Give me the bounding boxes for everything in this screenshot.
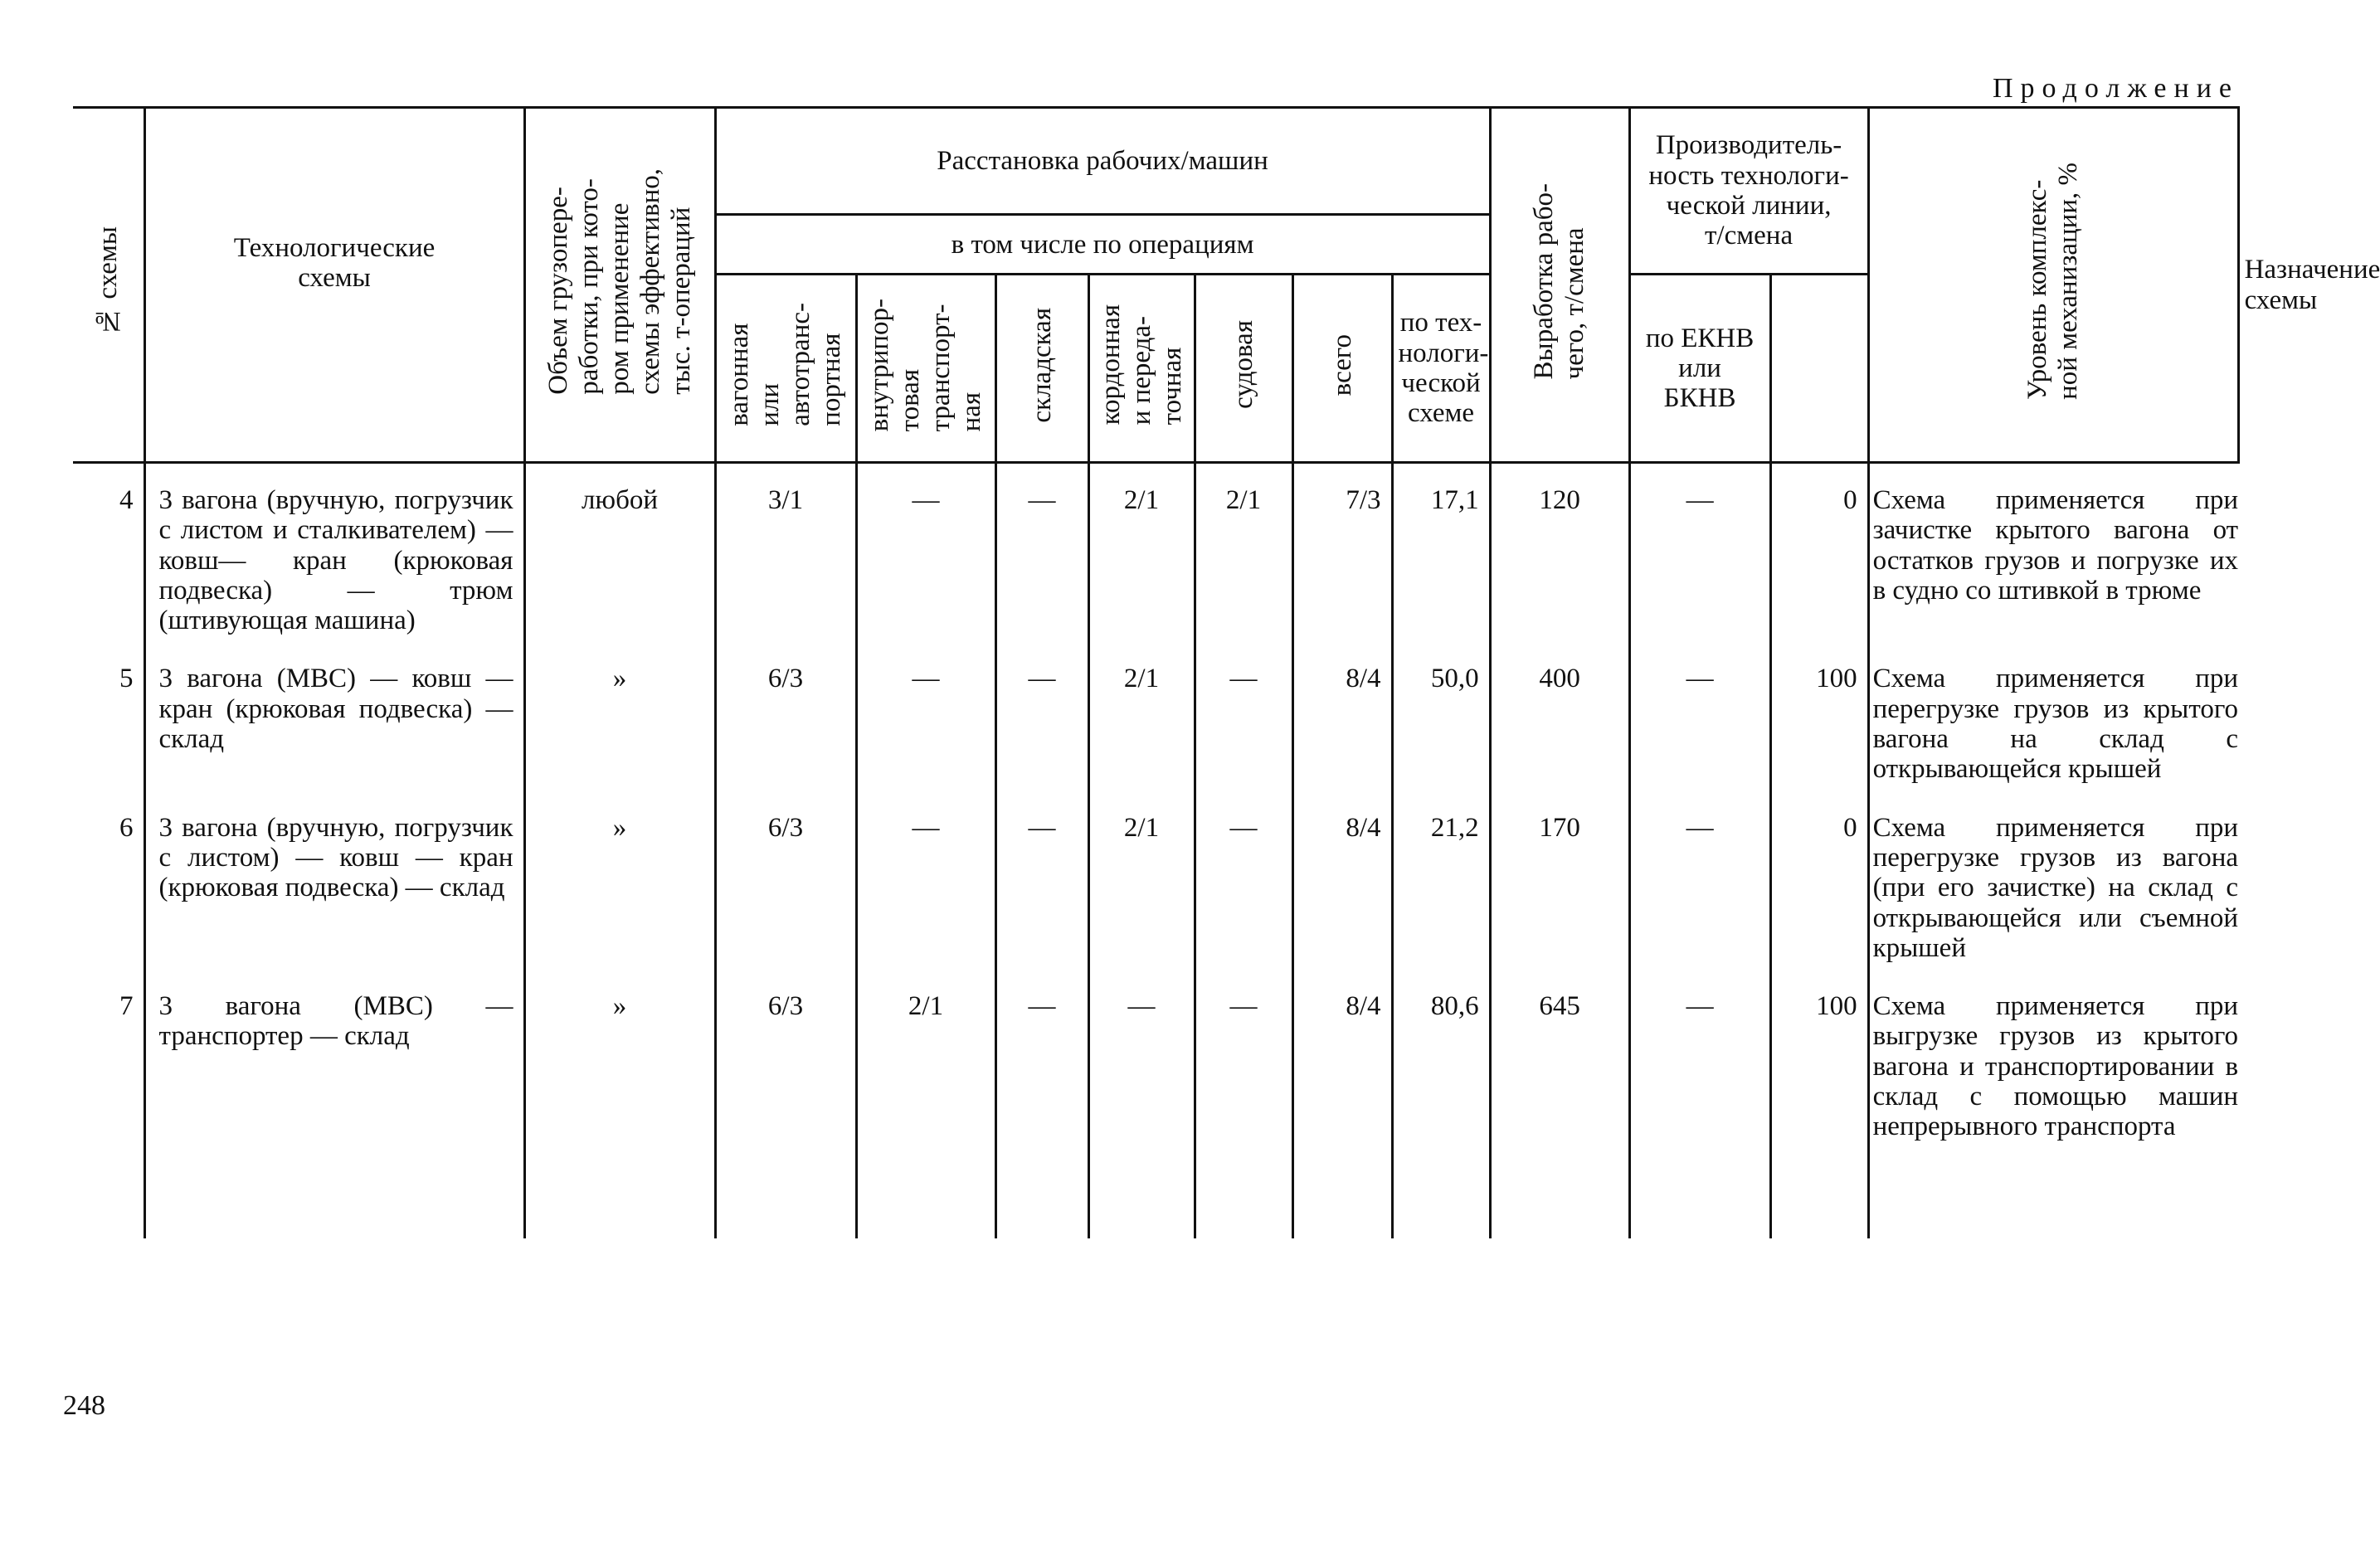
header-by-scheme: по тех- нологи- ческой схеме: [1392, 275, 1490, 463]
table-header: № схемы Технологические схемы Объем грузопере- работки, при кото- ром применение схемы эффективно, тыс. т-операций Расстановка рабочих/машин Выработка рабо- чего, т/смена Производитель- ность технологи- ческой линии, т/смена Уровень комплекс- ной механизации, % Назначение схемы в том числе по операциям вагонная или автотранс- портная внутрипор- товая транспорт- ная складская кордонная и переда- точная судовая всего по тех- нологи- ческой схеме по ЕКНВ или БКНВ: [73, 108, 2238, 463]
cell-prod-eknv: —: [1629, 791, 1770, 970]
cell-total: 7/3: [1292, 464, 1392, 642]
header-op-ship: судовая: [1195, 275, 1292, 463]
cell-wagon: 6/3: [715, 791, 856, 970]
cell-output: 21,2: [1392, 791, 1490, 970]
header-op-wagon: вагонная или автотранс- портная: [715, 275, 856, 463]
cell-mechanization: 100: [1770, 970, 1868, 1238]
cell-mechanization: 100: [1770, 642, 1868, 790]
cell-purpose: Схема применяется при перегрузке грузов из крытого вагона на склад с открывающейся крышей: [1868, 642, 2238, 790]
technological-schemes-table: [73, 106, 2380, 1238]
cell-purpose: Схема применяется при выгрузке грузов из крытого вагона и транспортировании в склад с помощью машин непрерывного транспорта: [1868, 970, 2238, 1238]
cell-ship: —: [1195, 642, 1292, 790]
cell-cordon: 2/1: [1088, 791, 1195, 970]
cell-prod-scheme: 170: [1490, 791, 1629, 970]
cell-volume: »: [524, 791, 715, 970]
cell-prod-eknv: —: [1629, 970, 1770, 1238]
table-body: [73, 463, 2238, 1239]
cell-wagon: 6/3: [715, 970, 856, 1238]
header-scheme-no: № схемы: [73, 108, 144, 463]
cell-total: 8/4: [1292, 970, 1392, 1238]
cell-prod-scheme: 645: [1490, 970, 1629, 1238]
header-output: Выработка рабо- чего, т/смена: [1490, 108, 1629, 463]
cell-mechanization: 0: [1770, 464, 1868, 642]
cell-ship: —: [1195, 791, 1292, 970]
cell-volume: »: [524, 970, 715, 1238]
cell-warehouse: —: [995, 464, 1088, 642]
cell-no: 7: [73, 970, 144, 1238]
cell-wagon: 3/1: [715, 464, 856, 642]
cell-scheme: 3 вагона (МВС) — транспортер — склад: [144, 970, 524, 1238]
header-volume: Объем грузопере- работки, при кото- ром применение схемы эффективно, тыс. т-операций: [524, 108, 715, 463]
cell-internal: —: [856, 642, 995, 790]
cell-purpose: Схема применяется при перегрузке грузов из вагона (при его зачистке) на склад с открывающейся или съемной крышей: [1868, 791, 2238, 970]
table-row: [73, 970, 2238, 1238]
cell-cordon: 2/1: [1088, 464, 1195, 642]
cell-output: 17,1: [1392, 464, 1490, 642]
header-op-cordon: кордонная и переда- точная: [1088, 275, 1195, 463]
cell-cordon: —: [1088, 970, 1195, 1238]
cell-total: 8/4: [1292, 791, 1392, 970]
cell-warehouse: —: [995, 970, 1088, 1238]
cell-internal: —: [856, 464, 995, 642]
schemes-table-wrapper: [73, 106, 2380, 1238]
header-productivity: Производитель- ность технологи- ческой линии, т/смена: [1629, 108, 1868, 275]
header-by-eknv: по ЕКНВ или БКНВ: [1629, 275, 1770, 463]
cell-warehouse: —: [995, 791, 1088, 970]
cell-output: 80,6: [1392, 970, 1490, 1238]
header-placement: Расстановка рабочих/машин: [715, 108, 1490, 215]
cell-mechanization: 0: [1770, 791, 1868, 970]
cell-no: 6: [73, 791, 144, 970]
cell-scheme: 3 вагона (вручную, погрузчик с листом и сталкивателем) —ковш— кран (крюковая подвеска) — трюм (штивующая машина): [144, 464, 524, 642]
table-row: [73, 464, 2238, 642]
cell-internal: 2/1: [856, 970, 995, 1238]
cell-output: 50,0: [1392, 642, 1490, 790]
cell-scheme: 3 вагона (вручную, погрузчик с листом) — ковш — кран (крюковая подвеска) — склад: [144, 791, 524, 970]
header-total: всего: [1292, 275, 1392, 463]
table-row: [73, 642, 2238, 790]
cell-prod-scheme: 400: [1490, 642, 1629, 790]
header-mechanization: Уровень комплекс- ной механизации, %: [1868, 108, 2238, 463]
cell-total: 8/4: [1292, 642, 1392, 790]
header-op-warehouse: складская: [995, 275, 1088, 463]
cell-internal: —: [856, 791, 995, 970]
cell-no: 5: [73, 642, 144, 790]
cell-volume: любой: [524, 464, 715, 642]
cell-no: 4: [73, 464, 144, 642]
header-by-operations: в том числе по операциям: [715, 215, 1490, 275]
cell-warehouse: —: [995, 642, 1088, 790]
cell-purpose: Схема применяется при зачистке крытого вагона от остатков грузов и погрузке их в судно со штивкой в трюме: [1868, 464, 2238, 642]
header-tech-schemes: Технологические схемы: [144, 108, 524, 463]
cell-prod-eknv: —: [1629, 642, 1770, 790]
cell-ship: 2/1: [1195, 464, 1292, 642]
page-number: 248: [63, 1390, 105, 1421]
table-row: [73, 791, 2238, 970]
cell-cordon: 2/1: [1088, 642, 1195, 790]
continued-label: Продолжение: [1992, 73, 2239, 104]
cell-wagon: 6/3: [715, 642, 856, 790]
cell-prod-eknv: —: [1629, 464, 1770, 642]
cell-ship: —: [1195, 970, 1292, 1238]
cell-prod-scheme: 120: [1490, 464, 1629, 642]
cell-volume: »: [524, 642, 715, 790]
header-op-internal: внутрипор- товая транспорт- ная: [856, 275, 995, 463]
cell-scheme: 3 вагона (МВС) — ковш — кран (крюковая подвеска) — склад: [144, 642, 524, 790]
